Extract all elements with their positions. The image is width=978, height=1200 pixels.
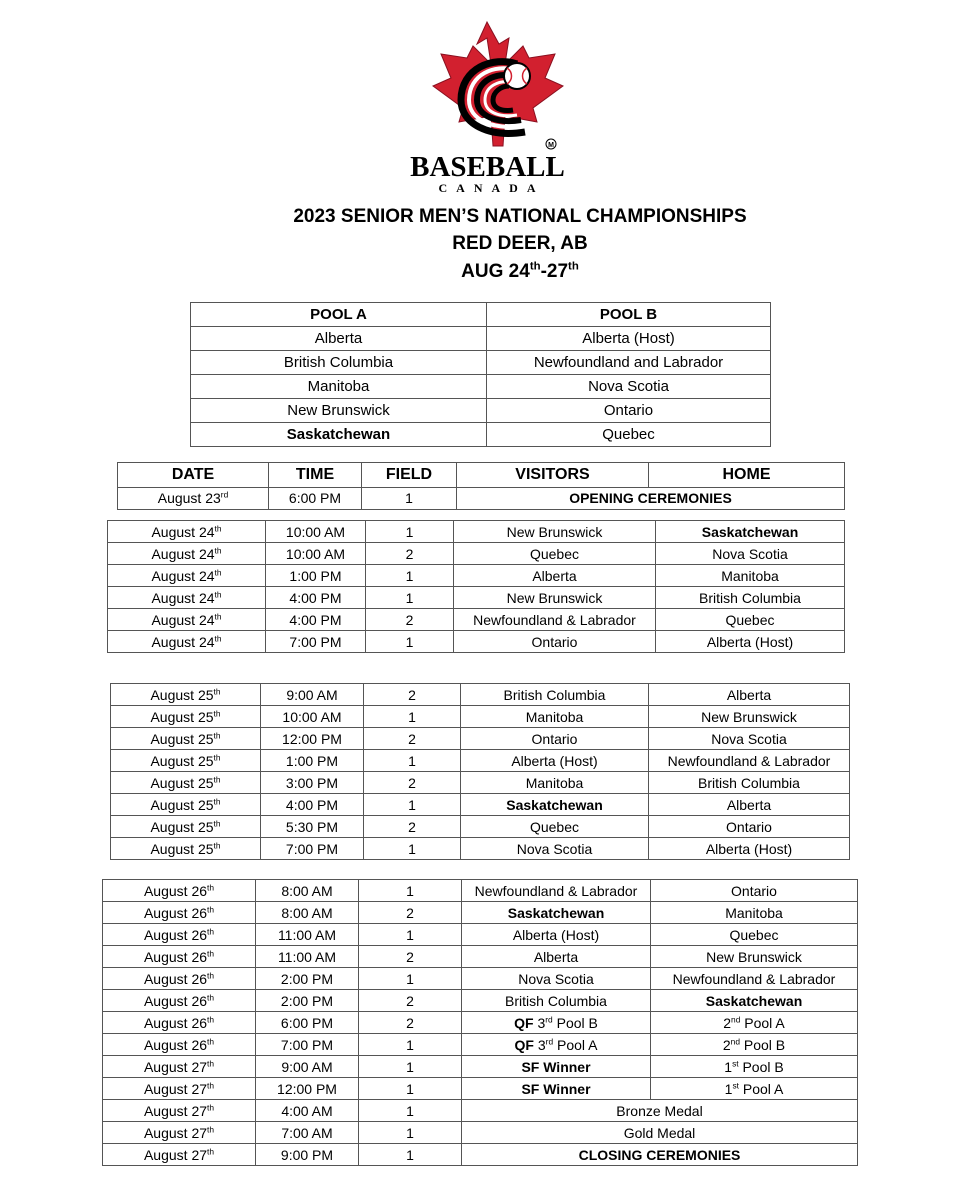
field-cell: 1 bbox=[364, 750, 461, 772]
visitors-cell: Saskatchewan bbox=[462, 902, 651, 924]
game-row bbox=[103, 1034, 858, 1056]
date-text: August 25 bbox=[150, 797, 214, 813]
visitors-cell: Nova Scotia bbox=[461, 838, 649, 860]
date-text: August 24 bbox=[151, 546, 215, 562]
date-suffix: th bbox=[214, 589, 222, 600]
visitors-cell: Alberta bbox=[462, 946, 651, 968]
game-row bbox=[103, 902, 858, 924]
field-cell: 1 bbox=[359, 1034, 462, 1056]
date-cell bbox=[103, 968, 256, 990]
seed-rank: 1 bbox=[724, 1059, 733, 1075]
date-cell bbox=[111, 772, 261, 794]
date-suffix: th bbox=[213, 796, 221, 807]
game-row bbox=[111, 794, 850, 816]
date-suffix: th bbox=[214, 523, 222, 534]
visitors-cell: Alberta (Host) bbox=[462, 924, 651, 946]
date-text: August 25 bbox=[150, 687, 214, 703]
seed-rank: 3 bbox=[537, 1037, 546, 1053]
opening-row bbox=[118, 488, 845, 510]
game-row bbox=[111, 772, 850, 794]
seed-pool: Pool A bbox=[744, 1015, 785, 1031]
visitors-cell bbox=[462, 1012, 651, 1034]
time-cell: 7:00 AM bbox=[256, 1122, 359, 1144]
home-cell: Newfoundland & Labrador bbox=[649, 750, 850, 772]
date-cell bbox=[103, 1012, 256, 1034]
home-cell: Manitoba bbox=[656, 565, 845, 587]
game-row bbox=[103, 1144, 858, 1166]
seed-suffix: nd bbox=[730, 1036, 740, 1047]
field-cell: 1 bbox=[364, 838, 461, 860]
visitors-cell: Quebec bbox=[461, 816, 649, 838]
seed-pool: Pool B bbox=[743, 1037, 786, 1053]
game-row bbox=[111, 684, 850, 706]
date-cell bbox=[108, 631, 266, 653]
date-suffix: th bbox=[207, 992, 215, 1003]
game-row bbox=[108, 543, 845, 565]
home-cell: Newfoundland & Labrador bbox=[651, 968, 858, 990]
date-text: August 25 bbox=[150, 731, 214, 747]
home-cell: British Columbia bbox=[649, 772, 850, 794]
date-cell bbox=[111, 728, 261, 750]
event-cell: Bronze Medal bbox=[462, 1100, 858, 1122]
field-cell: 2 bbox=[366, 609, 454, 631]
logo-wordmark: BASEBALL bbox=[410, 151, 565, 183]
pool-a-header: POOL A bbox=[191, 303, 487, 327]
baseball-icon bbox=[504, 63, 530, 89]
home-cell bbox=[651, 1034, 858, 1056]
date-suffix: th bbox=[213, 730, 221, 741]
date-suffix: th bbox=[214, 545, 222, 556]
date-cell bbox=[103, 1144, 256, 1166]
visitors-cell: Saskatchewan bbox=[461, 794, 649, 816]
visitors-cell: New Brunswick bbox=[454, 521, 656, 543]
field-cell: 1 bbox=[366, 631, 454, 653]
visitors-cell bbox=[462, 1056, 651, 1078]
home-cell: Alberta bbox=[649, 794, 850, 816]
time-cell: 12:00 PM bbox=[256, 1078, 359, 1100]
pool-row bbox=[191, 375, 771, 399]
field-cell: 2 bbox=[364, 728, 461, 750]
time-cell: 6:00 PM bbox=[269, 488, 362, 510]
pool-a-team: Saskatchewan bbox=[191, 423, 487, 447]
date-suffix: th bbox=[207, 1036, 215, 1047]
date-text: August 24 bbox=[151, 568, 215, 584]
date-suffix: th bbox=[207, 1124, 215, 1135]
date-cell: August 23rd bbox=[118, 488, 269, 510]
home-cell bbox=[651, 1056, 858, 1078]
time-cell: 3:00 PM bbox=[261, 772, 364, 794]
seed-suffix: st bbox=[732, 1058, 739, 1069]
visitors-column-header: VISITORS bbox=[457, 463, 649, 488]
time-cell: 9:00 AM bbox=[256, 1056, 359, 1078]
pool-row bbox=[191, 423, 771, 447]
date-suffix: th bbox=[214, 633, 222, 644]
pool-b-team: Newfoundland and Labrador bbox=[487, 351, 771, 375]
time-cell: 1:00 PM bbox=[261, 750, 364, 772]
time-cell: 10:00 AM bbox=[261, 706, 364, 728]
time-cell: 4:00 AM bbox=[256, 1100, 359, 1122]
event-title: 2023 SENIOR MEN’S NATIONAL CHAMPIONSHIPS bbox=[293, 206, 747, 227]
date-cell bbox=[103, 902, 256, 924]
opening-ceremonies-cell: OPENING CEREMONIES bbox=[457, 488, 845, 510]
seed-rank: 3 bbox=[537, 1015, 546, 1031]
date-cell bbox=[108, 521, 266, 543]
date-cell bbox=[103, 880, 256, 902]
date-cell bbox=[103, 1056, 256, 1078]
home-cell: Alberta (Host) bbox=[656, 631, 845, 653]
event-location: RED DEER, AB bbox=[452, 233, 588, 254]
date-cell bbox=[108, 543, 266, 565]
time-cell: 4:00 PM bbox=[266, 587, 366, 609]
home-cell: Saskatchewan bbox=[651, 990, 858, 1012]
date-suffix: th bbox=[214, 611, 222, 622]
date-column-header: DATE bbox=[118, 463, 269, 488]
pools-table bbox=[190, 302, 771, 447]
time-cell: 5:30 PM bbox=[261, 816, 364, 838]
date-suffix: th bbox=[213, 708, 221, 719]
game-row bbox=[108, 609, 845, 631]
aug25-schedule-table bbox=[110, 683, 850, 860]
visitors-cell: Alberta bbox=[454, 565, 656, 587]
visitors-cell: Ontario bbox=[454, 631, 656, 653]
game-row bbox=[103, 1056, 858, 1078]
field-cell: 2 bbox=[366, 543, 454, 565]
game-row bbox=[103, 880, 858, 902]
visitors-cell: Quebec bbox=[454, 543, 656, 565]
pool-row bbox=[191, 399, 771, 423]
visitors-cell: Nova Scotia bbox=[462, 968, 651, 990]
date-cell bbox=[103, 1078, 256, 1100]
game-row bbox=[108, 521, 845, 543]
date-suffix: th bbox=[214, 567, 222, 578]
time-cell: 2:00 PM bbox=[256, 990, 359, 1012]
field-cell: 1 bbox=[366, 565, 454, 587]
field-cell: 2 bbox=[364, 772, 461, 794]
time-cell: 7:00 PM bbox=[261, 838, 364, 860]
home-cell bbox=[651, 1012, 858, 1034]
pool-b-header: POOL B bbox=[487, 303, 771, 327]
game-row bbox=[111, 838, 850, 860]
date-suffix: th bbox=[207, 926, 215, 937]
field-cell: 1 bbox=[359, 880, 462, 902]
field-cell: 1 bbox=[359, 1100, 462, 1122]
field-cell: 1 bbox=[364, 794, 461, 816]
game-row bbox=[103, 1100, 858, 1122]
pool-b-team: Ontario bbox=[487, 399, 771, 423]
seed-pool: Pool A bbox=[742, 1081, 784, 1097]
date-text: August 24 bbox=[151, 524, 215, 540]
seed-rank: 1 bbox=[724, 1081, 733, 1097]
logo-subtitle: CANADA bbox=[438, 181, 545, 195]
game-row bbox=[111, 706, 850, 728]
field-cell: 1 bbox=[359, 968, 462, 990]
date-suffix: th bbox=[207, 970, 215, 981]
date-cell bbox=[108, 609, 266, 631]
field-cell: 1 bbox=[359, 1144, 462, 1166]
seed-pool: Pool A bbox=[557, 1037, 598, 1053]
date-text: August 26 bbox=[143, 1015, 208, 1031]
game-row bbox=[103, 946, 858, 968]
pool-a-team: Manitoba bbox=[191, 375, 487, 399]
date-suffix: th bbox=[207, 1080, 215, 1091]
date-suffix: th bbox=[207, 1102, 215, 1113]
pool-b-team: Alberta (Host) bbox=[487, 327, 771, 351]
date-text: August 25 bbox=[150, 775, 214, 791]
date-text: August 27 bbox=[143, 1059, 208, 1075]
seed-rank: 2 bbox=[723, 1015, 732, 1031]
event-dates: AUG 24th-27th bbox=[461, 260, 579, 282]
date-text: August 24 bbox=[151, 590, 215, 606]
seed-suffix: rd bbox=[545, 1036, 554, 1047]
time-cell: 4:00 PM bbox=[261, 794, 364, 816]
date-text: August 26 bbox=[143, 883, 208, 899]
home-cell: New Brunswick bbox=[651, 946, 858, 968]
time-cell: 9:00 PM bbox=[256, 1144, 359, 1166]
date-suffix: th bbox=[207, 882, 215, 893]
game-row bbox=[108, 565, 845, 587]
date-suffix: th bbox=[213, 840, 221, 851]
field-cell: 2 bbox=[364, 684, 461, 706]
field-cell: 1 bbox=[359, 924, 462, 946]
date-cell bbox=[111, 794, 261, 816]
game-row bbox=[103, 990, 858, 1012]
home-column-header: HOME bbox=[649, 463, 845, 488]
date-cell bbox=[111, 816, 261, 838]
date-suffix: th bbox=[213, 818, 221, 829]
time-cell: 6:00 PM bbox=[256, 1012, 359, 1034]
date-cell bbox=[111, 706, 261, 728]
date-text: August 26 bbox=[143, 949, 208, 965]
visitors-cell: Ontario bbox=[461, 728, 649, 750]
date-suffix: th bbox=[207, 1146, 215, 1157]
home-cell: Ontario bbox=[651, 880, 858, 902]
game-row bbox=[103, 968, 858, 990]
date-text: August 25 bbox=[150, 709, 214, 725]
bracket-label: QF bbox=[514, 1037, 534, 1053]
bracket-label: SF Winner bbox=[521, 1059, 591, 1075]
schedule-header-table bbox=[117, 462, 845, 510]
home-cell: Quebec bbox=[656, 609, 845, 631]
date-cell bbox=[111, 838, 261, 860]
date-suffix: th bbox=[213, 774, 221, 785]
bracket-label: SF Winner bbox=[521, 1081, 591, 1097]
date-text: August 25 bbox=[150, 753, 214, 769]
time-column-header: TIME bbox=[269, 463, 362, 488]
time-cell: 11:00 AM bbox=[256, 924, 359, 946]
seed-suffix: rd bbox=[545, 1014, 553, 1025]
time-cell: 7:00 PM bbox=[256, 1034, 359, 1056]
game-row bbox=[103, 1012, 858, 1034]
field-cell: 1 bbox=[359, 1122, 462, 1144]
seed-suffix: st bbox=[732, 1080, 739, 1091]
field-cell: 2 bbox=[359, 902, 462, 924]
aug26-27-schedule-table bbox=[102, 879, 858, 1166]
field-column-header: FIELD bbox=[362, 463, 457, 488]
svg-text:M: M bbox=[548, 142, 554, 149]
date-text: August 24 bbox=[151, 612, 215, 628]
visitors-cell: Newfoundland & Labrador bbox=[454, 609, 656, 631]
date-suffix: th bbox=[207, 1014, 215, 1025]
home-cell: Manitoba bbox=[651, 902, 858, 924]
date-text: August 27 bbox=[143, 1081, 208, 1097]
date-cell bbox=[103, 990, 256, 1012]
date-text: August 27 bbox=[143, 1125, 208, 1141]
date-suffix: th bbox=[213, 752, 221, 763]
date-suffix: th bbox=[207, 904, 215, 915]
home-cell: Nova Scotia bbox=[656, 543, 845, 565]
home-cell: Alberta bbox=[649, 684, 850, 706]
pool-row bbox=[191, 327, 771, 351]
visitors-cell: British Columbia bbox=[462, 990, 651, 1012]
pool-a-team: New Brunswick bbox=[191, 399, 487, 423]
game-row bbox=[103, 1122, 858, 1144]
game-row bbox=[103, 1078, 858, 1100]
visitors-cell: British Columbia bbox=[461, 684, 649, 706]
time-cell: 12:00 PM bbox=[261, 728, 364, 750]
date-text: August 27 bbox=[143, 1147, 208, 1163]
time-cell: 10:00 AM bbox=[266, 543, 366, 565]
time-cell: 2:00 PM bbox=[256, 968, 359, 990]
date-text: August 27 bbox=[143, 1103, 208, 1119]
home-cell: Ontario bbox=[649, 816, 850, 838]
game-row bbox=[111, 750, 850, 772]
field-cell: 1 bbox=[364, 706, 461, 728]
date-suffix: th bbox=[207, 948, 215, 959]
date-cell bbox=[111, 684, 261, 706]
seed-rank: 2 bbox=[722, 1037, 731, 1053]
home-cell: New Brunswick bbox=[649, 706, 850, 728]
visitors-cell: Manitoba bbox=[461, 772, 649, 794]
visitors-cell: Manitoba bbox=[461, 706, 649, 728]
time-cell: 4:00 PM bbox=[266, 609, 366, 631]
time-cell: 1:00 PM bbox=[266, 565, 366, 587]
game-row bbox=[111, 728, 850, 750]
home-cell: Quebec bbox=[651, 924, 858, 946]
time-cell: 9:00 AM bbox=[261, 684, 364, 706]
field-cell: 1 bbox=[366, 521, 454, 543]
game-row bbox=[103, 924, 858, 946]
pool-b-team: Quebec bbox=[487, 423, 771, 447]
date-cell bbox=[103, 946, 256, 968]
field-cell: 1 bbox=[359, 1056, 462, 1078]
field-cell: 2 bbox=[359, 1012, 462, 1034]
home-cell: British Columbia bbox=[656, 587, 845, 609]
pool-b-team: Nova Scotia bbox=[487, 375, 771, 399]
pool-a-team: British Columbia bbox=[191, 351, 487, 375]
visitors-cell: Newfoundland & Labrador bbox=[462, 880, 651, 902]
date-cell bbox=[103, 1122, 256, 1144]
field-cell: 1 bbox=[366, 587, 454, 609]
date-suffix: th bbox=[207, 1058, 215, 1069]
time-cell: 8:00 AM bbox=[256, 902, 359, 924]
date-cell bbox=[103, 924, 256, 946]
time-cell: 11:00 AM bbox=[256, 946, 359, 968]
date-cell bbox=[108, 587, 266, 609]
seed-pool: Pool B bbox=[556, 1015, 598, 1031]
time-cell: 7:00 PM bbox=[266, 631, 366, 653]
seed-pool: Pool B bbox=[742, 1059, 784, 1075]
visitors-cell bbox=[462, 1078, 651, 1100]
field-cell: 2 bbox=[364, 816, 461, 838]
bracket-label: QF bbox=[514, 1015, 534, 1031]
game-row bbox=[108, 631, 845, 653]
field-cell: 2 bbox=[359, 946, 462, 968]
date-text: August 25 bbox=[150, 841, 214, 857]
visitors-cell bbox=[462, 1034, 651, 1056]
date-text: August 26 bbox=[143, 993, 208, 1009]
date-cell bbox=[108, 565, 266, 587]
home-cell: Alberta (Host) bbox=[649, 838, 850, 860]
date-text: August 26 bbox=[143, 905, 208, 921]
event-cell: Gold Medal bbox=[462, 1122, 858, 1144]
date-text: August 26 bbox=[143, 971, 208, 987]
seed-suffix: nd bbox=[731, 1014, 741, 1025]
date-suffix: th bbox=[213, 686, 221, 697]
field-cell: 1 bbox=[359, 1078, 462, 1100]
pool-row bbox=[191, 351, 771, 375]
date-cell bbox=[103, 1034, 256, 1056]
visitors-cell: Alberta (Host) bbox=[461, 750, 649, 772]
date-text: August 26 bbox=[143, 1037, 208, 1053]
home-cell bbox=[651, 1078, 858, 1100]
home-cell: Nova Scotia bbox=[649, 728, 850, 750]
date-cell bbox=[103, 1100, 256, 1122]
aug24-schedule-table bbox=[107, 520, 845, 653]
time-cell: 8:00 AM bbox=[256, 880, 359, 902]
date-cell bbox=[111, 750, 261, 772]
field-cell: 1 bbox=[362, 488, 457, 510]
home-cell: Saskatchewan bbox=[656, 521, 845, 543]
game-row bbox=[111, 816, 850, 838]
pool-a-team: Alberta bbox=[191, 327, 487, 351]
date-text: August 24 bbox=[151, 634, 215, 650]
field-cell: 2 bbox=[359, 990, 462, 1012]
date-text: August 26 bbox=[143, 927, 208, 943]
time-cell: 10:00 AM bbox=[266, 521, 366, 543]
game-row bbox=[108, 587, 845, 609]
event-cell: CLOSING CEREMONIES bbox=[462, 1144, 858, 1166]
visitors-cell: New Brunswick bbox=[454, 587, 656, 609]
date-text: August 25 bbox=[150, 819, 214, 835]
